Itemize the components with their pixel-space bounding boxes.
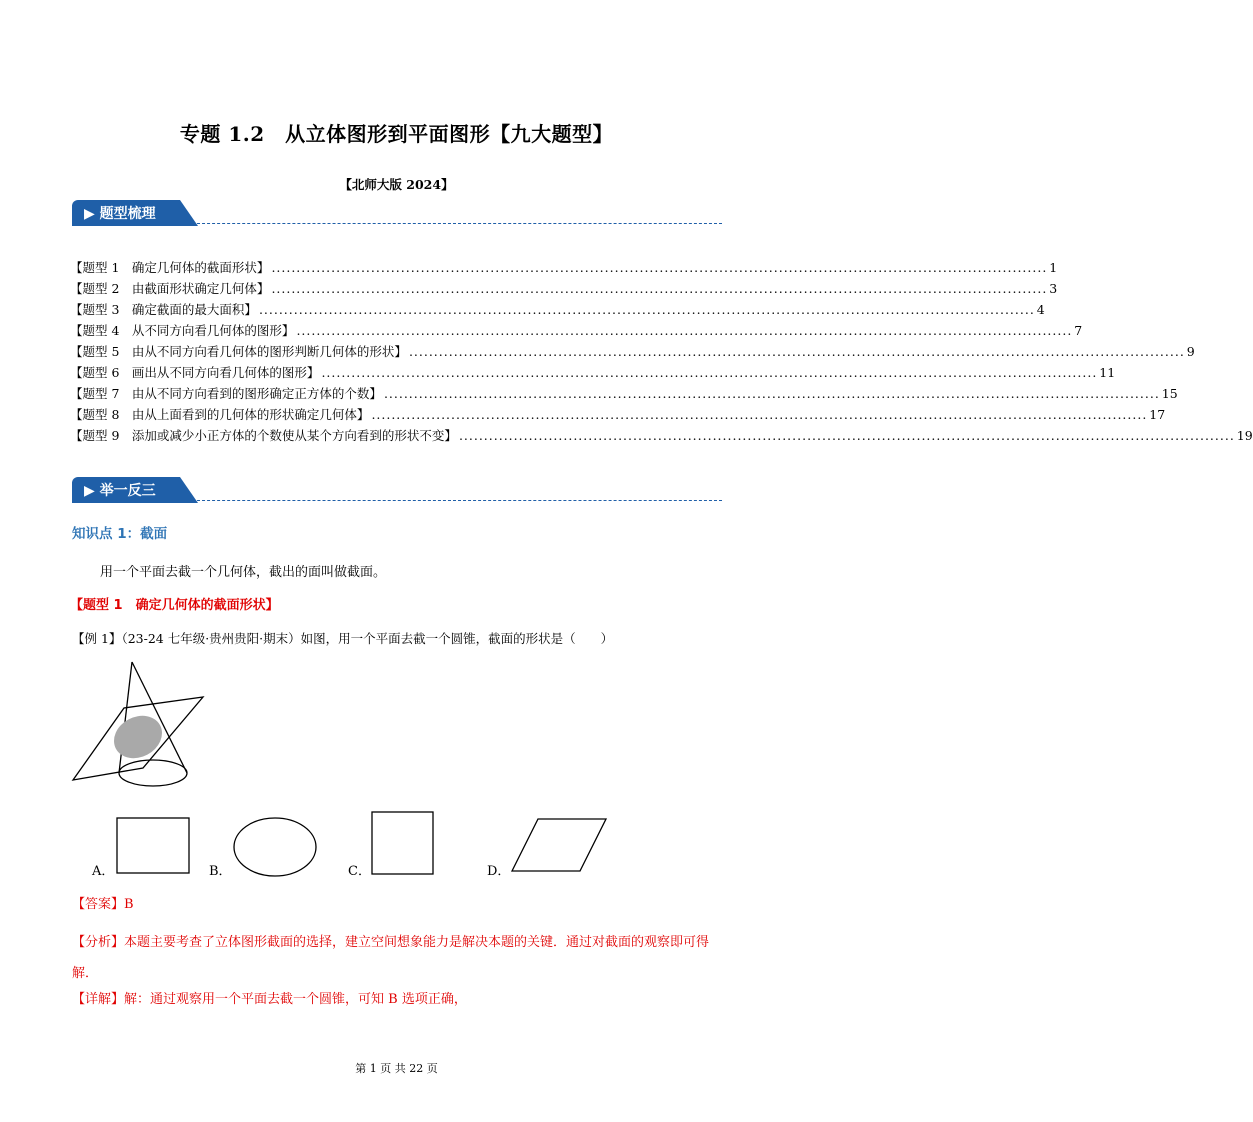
banner-label: ▶ 题型梳理 [84,206,156,222]
toc-leader: ............................................................................................................................................................ [371,407,1148,422]
banner-label: ▶ 举一反三 [84,483,156,499]
cone-section-figure [70,660,210,820]
toc-leader: ............................................................................................................................................................ [383,386,1160,401]
cone-base-ellipse [119,760,187,786]
answer-label: 【答案】 [72,897,125,912]
toc-entry-label: 【题型 9 添加或减少小正方体的个数使从某个方向看到的形状不变】 [70,428,457,443]
analysis-paragraph [72,927,722,989]
toc-page-number: 15 [1161,386,1178,401]
toc-entry-label: 【题型 8 由从上面看到的几何体的形状确定几何体】 [70,407,370,422]
toc-leader: ............................................................................................................................................................ [271,260,1048,275]
toc-entry[interactable] [70,384,1178,402]
toc-entry[interactable] [70,321,1083,339]
toc-entry-label: 【题型 1 确定几何体的截面形状】 [70,260,270,275]
page-footer: 第 1 页 共 22 页 [355,1062,438,1075]
page-title: 专题 1.2 从立体图形到平面图形【九大题型】 [179,122,614,146]
toc-entry-label: 【题型 7 由从不同方向看到的图形确定正方体的个数】 [70,386,382,401]
toc-entry[interactable] [70,426,1253,444]
toc-entry[interactable] [70,405,1166,423]
option-d-label[interactable]: D． [487,864,511,879]
detail-label: 【详解】 [72,992,125,1007]
toc-page-number: 1 [1049,260,1058,275]
edition-subtitle: 【北师大版 2024】 [339,177,454,192]
toc-entry-label: 【题型 2 由截面形状确定几何体】 [70,281,270,296]
toc-leader: ............................................................................................................................................................ [258,302,1035,317]
definition-text: 用一个平面去截一个几何体，截出的面叫做截面。 [100,565,387,580]
toc-page-number: 9 [1186,344,1195,359]
toc-entry-label: 【题型 4 从不同方向看几何体的图形】 [70,323,295,338]
toc-entry-label: 【题型 6 画出从不同方向看几何体的图形】 [70,365,320,380]
toc-entry[interactable] [70,300,1045,318]
toc-leader: ............................................................................................................................................................ [296,323,1073,338]
toc-entry[interactable] [70,258,1058,276]
example-text: （23-24 七年级·贵州贵阳·期末）如图，用一个平面去截一个圆锥，截面的形状是（ ） [121,631,614,646]
toc-page-number: 4 [1036,302,1045,317]
banner-label-text: 题型梳理 [99,206,156,222]
toc-page-number: 11 [1099,365,1116,380]
analysis-text: 本题主要考查了立体图形截面的选择，建立空间想象能力是解决本题的关键．通过对截面的观察即可得解． [72,935,710,981]
answer-value: B [124,897,134,912]
toc-leader: ............................................................................................................................................................ [408,344,1185,359]
option-b-label[interactable]: B． [209,864,232,879]
banner-label-text: 举一反三 [99,483,156,499]
knowledge-point-heading: 知识点 1：截面 [72,526,168,542]
banner-dashed-line [192,223,722,224]
toc-entry-label: 【题型 5 由从不同方向看几何体的图形判断几何体的形状】 [70,344,407,359]
toc-leader: ............................................................................................................................................................ [458,428,1235,443]
option-a-label[interactable]: A． [92,864,115,879]
option-b-ellipse[interactable] [232,816,318,878]
section-shaded-ellipse [107,708,170,767]
toc-entry[interactable] [70,342,1195,360]
answer-line [72,893,134,912]
option-c-label[interactable]: C． [348,864,371,879]
option-c-square[interactable] [371,811,435,876]
toc-page-number: 17 [1149,407,1166,422]
example-question [72,629,613,647]
section-banner-overview [72,200,722,226]
toc-entry[interactable] [70,363,1116,381]
toc-leader: ............................................................................................................................................................ [321,365,1098,380]
toc-page-number: 7 [1074,323,1083,338]
option-a-rectangle[interactable] [116,817,190,875]
toc-page-number: 19 [1236,428,1253,443]
toc-entry-label: 【题型 3 确定截面的最大面积】 [70,302,257,317]
toc-entry[interactable] [70,279,1058,297]
question-type-heading: 【题型 1 确定几何体的截面形状】 [70,598,279,613]
detail-text: 解：通过观察用一个平面去截一个圆锥，可知 B 选项正确， [124,992,467,1007]
detail-line [72,988,467,1007]
option-d-parallelogram[interactable] [510,817,608,873]
example-label: 【例 1】 [72,631,122,646]
banner-dashed-line [192,500,722,501]
toc-page-number: 3 [1049,281,1058,296]
toc-leader: ............................................................................................................................................................ [271,281,1048,296]
analysis-label: 【分析】 [72,935,125,950]
section-banner-practice [72,477,722,503]
